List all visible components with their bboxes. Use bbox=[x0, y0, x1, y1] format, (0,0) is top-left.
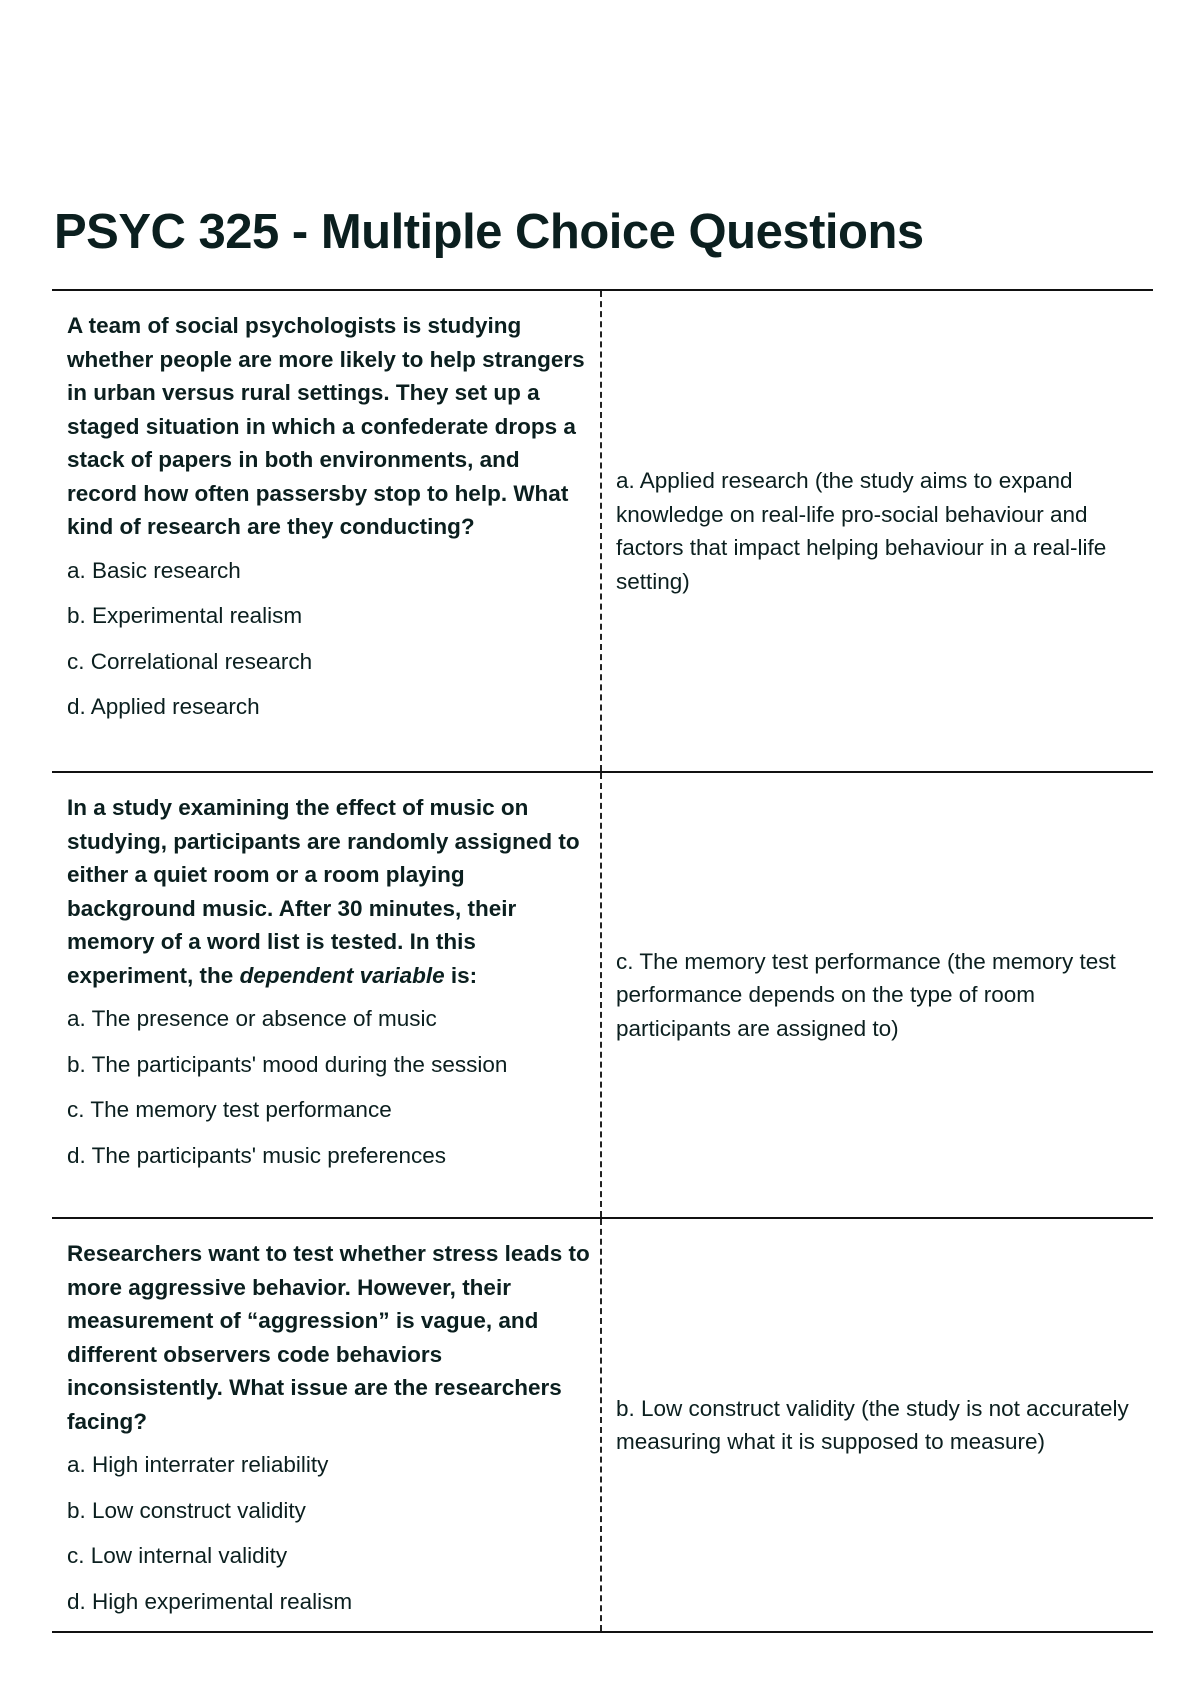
question-prompt: Researchers want to test whether stress leads to more aggressive behavior. However, their measurement of “aggression” is vague, and different observers code behaviors inconsistently. What issue are the researchers facing? bbox=[67, 1241, 590, 1434]
question-row-2 bbox=[52, 773, 1153, 1219]
answer-cell bbox=[602, 291, 1153, 771]
answer-cell bbox=[602, 773, 1153, 1217]
question-row-1 bbox=[52, 291, 1153, 773]
prompt-text: In a study examining the effect of music on studying, participants are randomly assigned to either a quiet room or a room playing background music. After 30 minutes, their memory of a word list is tested. In this experiment, the bbox=[67, 795, 580, 988]
question-prompt: A team of social psychologists is studying whether people are more likely to help strangers in urban versus rural settings. They set up a staged situation in which a confederate drops a stack of papers in both environments, and record how often passersby stop to help. What kind of research are they conducting? bbox=[67, 313, 585, 539]
option-c: c. Correlational research bbox=[67, 648, 313, 674]
question-cell bbox=[52, 773, 602, 1217]
option-b: b. Low construct validity bbox=[67, 1497, 306, 1523]
option-b: b. Experimental realism bbox=[67, 603, 303, 628]
option-c: c. Low internal validity bbox=[67, 1543, 288, 1568]
question-prompt bbox=[67, 791, 590, 992]
answer-text: b. Low construct validity (the study is not accurately measuring what it is supposed to measure) bbox=[616, 1395, 1129, 1454]
option-a: a. Basic research bbox=[67, 557, 241, 583]
qa-table bbox=[52, 289, 1153, 1633]
option-d: d. High experimental realism bbox=[67, 1588, 353, 1614]
option-a: a. The presence or absence of music bbox=[67, 1006, 437, 1031]
option-d: d. The participants' music preferences bbox=[67, 1142, 447, 1168]
page-title: PSYC 325 - Multiple Choice Questions bbox=[54, 205, 924, 259]
option-c: c. The memory test performance bbox=[67, 1097, 392, 1122]
prompt-text: is: bbox=[444, 962, 478, 988]
answer-text: c. The memory test performance (the memory test performance depends on the type of room participants are assigned to) bbox=[616, 948, 1116, 1041]
question-row-3 bbox=[52, 1219, 1153, 1633]
option-a: a. High interrater reliability bbox=[67, 1452, 329, 1477]
question-cell bbox=[52, 1219, 602, 1631]
answer-text: a. Applied research (the study aims to expand knowledge on real-life pro-social behaviour and factors that impact helping behaviour in a real-life setting) bbox=[616, 468, 1107, 594]
answer-cell bbox=[602, 1219, 1153, 1631]
prompt-emphasis: dependent variable bbox=[239, 962, 445, 988]
option-d: d. Applied research bbox=[67, 694, 260, 719]
option-b: b. The participants' mood during the session bbox=[67, 1051, 508, 1077]
question-cell bbox=[52, 291, 602, 771]
